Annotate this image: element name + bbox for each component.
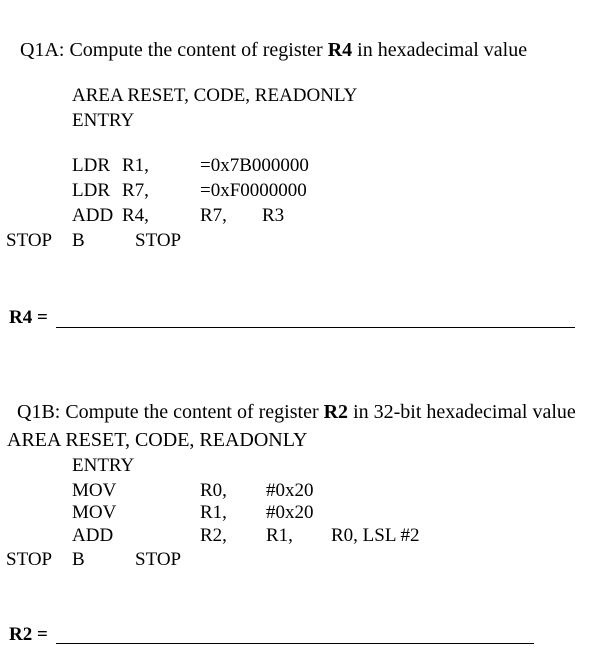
q1a-heading-register: R4: [327, 39, 353, 61]
q1a-add-op: ADD: [72, 205, 114, 226]
q1a-answer-line[interactable]: [56, 327, 575, 328]
q1b-mov2-op: MOV: [72, 502, 117, 523]
q1b-answer-label: R2 =: [9, 624, 48, 645]
q1b-heading-prefix: Q1B: Compute the content of register: [17, 401, 324, 423]
q1a-stop-target: STOP: [135, 230, 182, 251]
q1b-mov2-arg: #0x20: [266, 502, 314, 523]
q1b-mov1-op: MOV: [72, 480, 117, 501]
q1a-heading-prefix: Q1A: Compute the content of register: [20, 39, 328, 61]
q1b-add-op: ADD: [72, 525, 114, 546]
q1b-mov1-arg: #0x20: [266, 480, 314, 501]
q1b-area-directive: AREA RESET, CODE, READONLY: [7, 429, 308, 451]
q1a-ldr1-op: LDR: [72, 155, 110, 176]
q1b-add-arg2: R0, LSL #2: [331, 525, 420, 546]
q1b-stop-op: B: [72, 549, 85, 570]
q1a-heading: [10, 20, 527, 60]
q1a-ldr2-op: LDR: [72, 180, 110, 201]
q1b-stop-label: STOP: [6, 549, 53, 570]
q1b-add-arg1: R1,: [266, 525, 293, 546]
q1b-add-reg: R2,: [200, 525, 227, 546]
q1a-answer-label: R4 =: [9, 307, 48, 328]
q1b-heading-register: R2: [323, 401, 349, 423]
q1a-add-arg1: R7,: [200, 205, 227, 226]
q1a-stop-op: B: [72, 230, 85, 251]
q1a-heading-suffix: in hexadecimal value: [352, 39, 528, 61]
q1a-area-directive: AREA RESET, CODE, READONLY: [72, 85, 358, 106]
q1b-answer-line[interactable]: [56, 643, 534, 644]
q1a-ldr2-reg: R7,: [122, 180, 149, 201]
q1b-heading: [7, 382, 576, 422]
q1b-entry-directive: ENTRY: [72, 455, 135, 476]
q1b-heading-suffix: in 32-bit hexadecimal value: [348, 401, 576, 423]
q1a-entry-directive: ENTRY: [72, 110, 135, 131]
q1a-ldr1-arg: =0x7B000000: [200, 155, 309, 176]
q1a-ldr2-arg: =0xF0000000: [200, 180, 307, 201]
q1b-mov2-reg: R1,: [200, 502, 227, 523]
q1a-add-reg: R4,: [122, 205, 149, 226]
q1a-add-arg2: R3: [262, 205, 285, 226]
q1a-ldr1-reg: R1,: [122, 155, 149, 176]
q1b-mov1-reg: R0,: [200, 480, 227, 501]
q1a-stop-label: STOP: [6, 230, 53, 251]
q1b-stop-target: STOP: [135, 549, 182, 570]
